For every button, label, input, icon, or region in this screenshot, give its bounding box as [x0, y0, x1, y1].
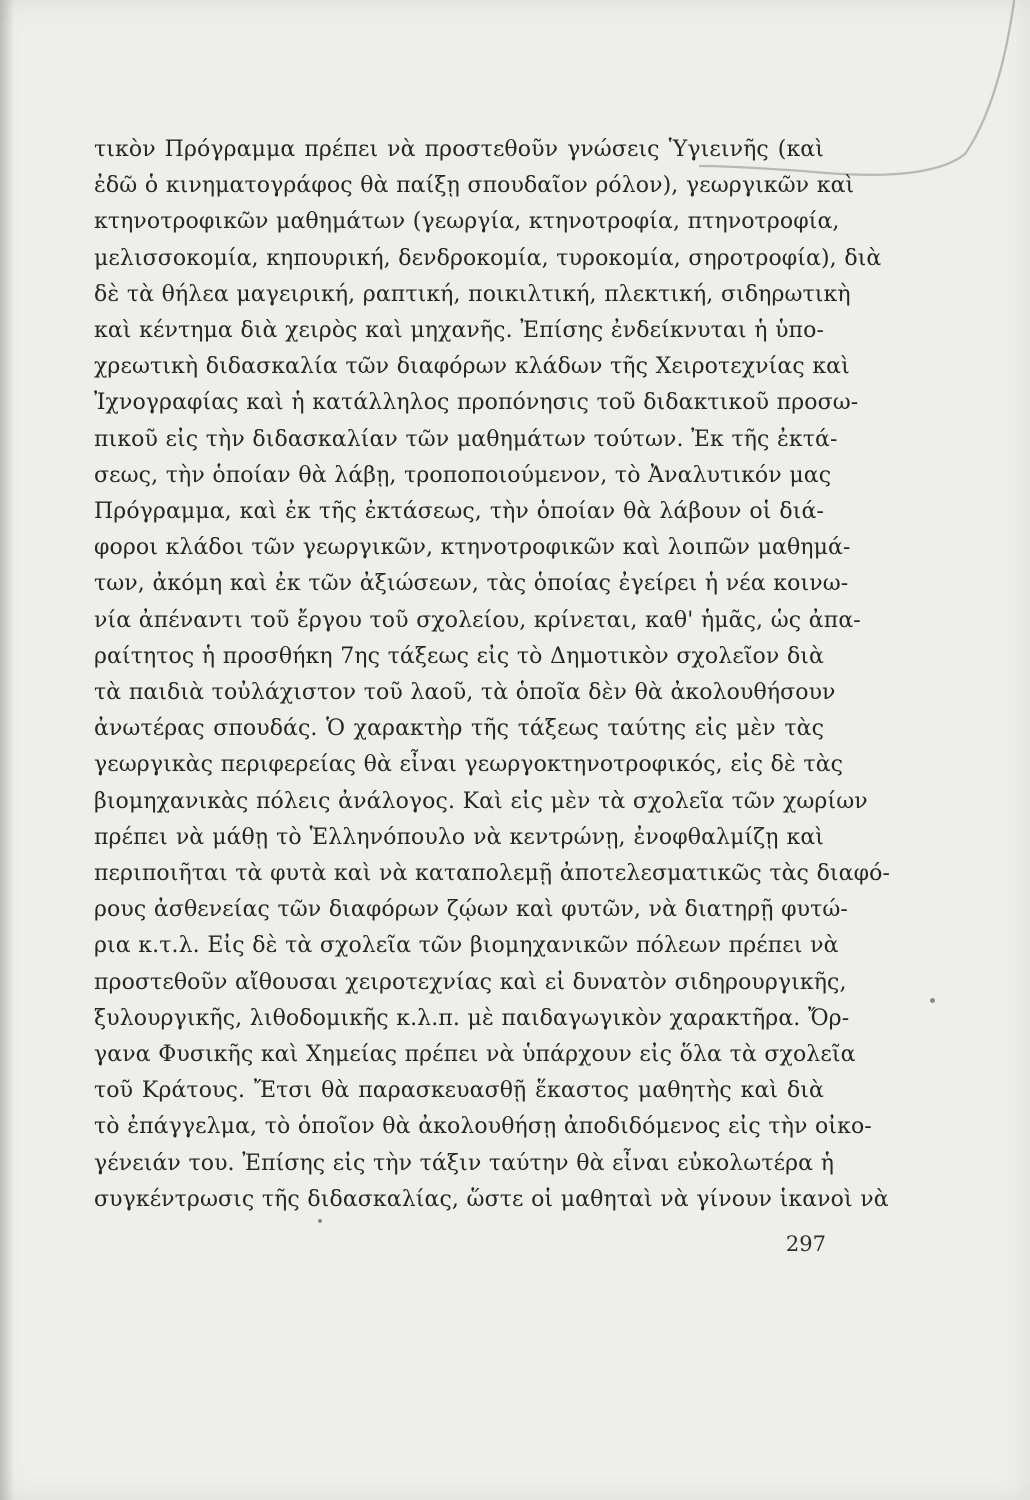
text-line-11: Πρόγραμμα, καὶ ἐκ τῆς ἐκτάσεως, τὴν ὁποίαν θὰ λάβουν οἱ διά- [94, 499, 824, 524]
text-line-28: τὸ ἐπάγγελμα, τὸ ὁποῖον θὰ ἀκολουθήσῃ ἀποδιδόμενος εἰς τὴν οἰκο- [94, 1114, 872, 1140]
text-line-13: των, ἀκόμη καὶ ἐκ τῶν ἀξιώσεων, τὰς ὁποίας ἐγείρει ἡ νέα κοινω- [94, 571, 849, 597]
text-line-29: γένειάν του. Ἐπίσης εἰς τὴν τάξιν ταύτην θὰ εἶναι εὐκολωτέρα ἡ [94, 1150, 834, 1176]
text-line-1: τικὸν Πρόγραμμα πρέπει νὰ προστεθοῦν γνώσεις Ὑγιεινῆς (καὶ [94, 137, 824, 162]
text-line-7: χρεωτικὴ διδασκαλία τῶν διαφόρων κλάδων τῆς Χειροτεχνίας καὶ [94, 354, 850, 380]
paper-speck [318, 1219, 322, 1223]
text-line-15: ραίτητος ἡ προσθήκη 7ης τάξεως εἰς τὸ Δημοτικὸν σχολεῖον διὰ [94, 643, 824, 669]
page-number: 297 [785, 1232, 826, 1256]
text-line-25: ξυλουργικῆς, λιθοδομικῆς κ.λ.π. μὲ παιδαγωγικὸν χαρακτῆρα. Ὄρ- [94, 1005, 850, 1031]
text-line-19: βιομηχανικὰς πόλεις ἀνάλογος. Καὶ εἰς μὲν τὰ σχολεῖα τῶν χωρίων [94, 788, 868, 814]
text-line-22: ρους ἀσθενείας τῶν διαφόρων ζῴων καὶ φυτῶν, νὰ διατηρῇ φυτώ- [94, 897, 848, 923]
text-line-30: συγκέντρωσις τῆς διδασκαλίας, ὥστε οἱ μαθηταὶ νὰ γίνουν ἱκανοὶ νὰ [94, 1186, 889, 1212]
text-line-20: πρέπει νὰ μάθῃ τὸ Ἑλληνόπουλο νὰ κεντρώνῃ, ἐνοφθαλμίζῃ καὶ [94, 824, 824, 850]
paper-speck [930, 998, 935, 1003]
text-line-23: ρια κ.τ.λ. Εἰς δὲ τὰ σχολεῖα τῶν βιομηχανικῶν πόλεων πρέπει νὰ [94, 933, 839, 959]
text-line-6: καὶ κέντημα διὰ χειρὸς καὶ μηχανῆς. Ἐπίσης ἐνδείκνυται ἡ ὑπο- [94, 318, 824, 343]
text-line-14: νία ἀπέναντι τοῦ ἔργου τοῦ σχολείου, κρίνεται, καθ' ἡμᾶς, ὡς ἀπα- [94, 607, 861, 633]
text-line-16: τὰ παιδιὰ τοὐλάχιστον τοῦ λαοῦ, τὰ ὁποῖα δὲν θὰ ἀκολουθήσουν [94, 680, 836, 705]
text-line-8: Ἰχνογραφίας καὶ ἡ κατάλληλος προπόνησις τοῦ διδακτικοῦ προσω- [94, 390, 859, 416]
text-line-2: ἐδῶ ὁ κινηματογράφος θὰ παίξῃ σπουδαῖον ρόλον), γεωργικῶν καὶ [94, 173, 855, 199]
text-line-24: προστεθοῦν αἴθουσαι χειροτεχνίας καὶ εἰ δυνατὸν σιδηρουργικῆς, [94, 969, 847, 995]
text-line-4: μελισσοκομία, κηπουρική, δενδροκομία, τυροκομία, σηροτροφία), διὰ [94, 245, 882, 271]
text-line-5: δὲ τὰ θήλεα μαγειρική, ραπτική, ποικιλτική, πλεκτική, σιδηρωτικὴ [94, 281, 851, 307]
text-line-10: σεως, τὴν ὁποίαν θὰ λάβῃ, τροποποιούμενον, τὸ Ἀναλυτικόν μας [94, 462, 832, 488]
text-line-3: κτηνοτροφικῶν μαθημάτων (γεωργία, κτηνοτροφία, πτηνοτροφία, [94, 209, 840, 235]
text-line-9: πικοῦ εἰς τὴν διδασκαλίαν τῶν μαθημάτων τούτων. Ἐκ τῆς ἐκτά- [94, 426, 838, 452]
binding-shadow [0, 0, 14, 1500]
text-line-18: γεωργικὰς περιφερείας θὰ εἶναι γεωργοκτηνοτροφικός, εἰς δὲ τὰς [94, 752, 844, 778]
text-line-26: γανα Φυσικῆς καὶ Χημείας πρέπει νὰ ὑπάρχουν εἰς ὅλα τὰ σχολεῖα [94, 1042, 856, 1067]
text-line-12: φοροι κλάδοι τῶν γεωργικῶν, κτηνοτροφικῶν καὶ λοιπῶν μαθημά- [94, 535, 851, 561]
text-line-17: ἀνωτέρας σπουδάς. Ὁ χαρακτὴρ τῆς τάξεως ταύτης εἰς μὲν τὰς [94, 716, 824, 742]
text-line-21: περιποιῆται τὰ φυτὰ καὶ νὰ καταπολεμῇ ἀποτελεσματικῶς τὰς διαφό- [94, 861, 890, 886]
text-line-27: τοῦ Κράτους. Ἔτσι θὰ παρασκευασθῇ ἕκαστος μαθητὴς καὶ διὰ [94, 1078, 824, 1104]
